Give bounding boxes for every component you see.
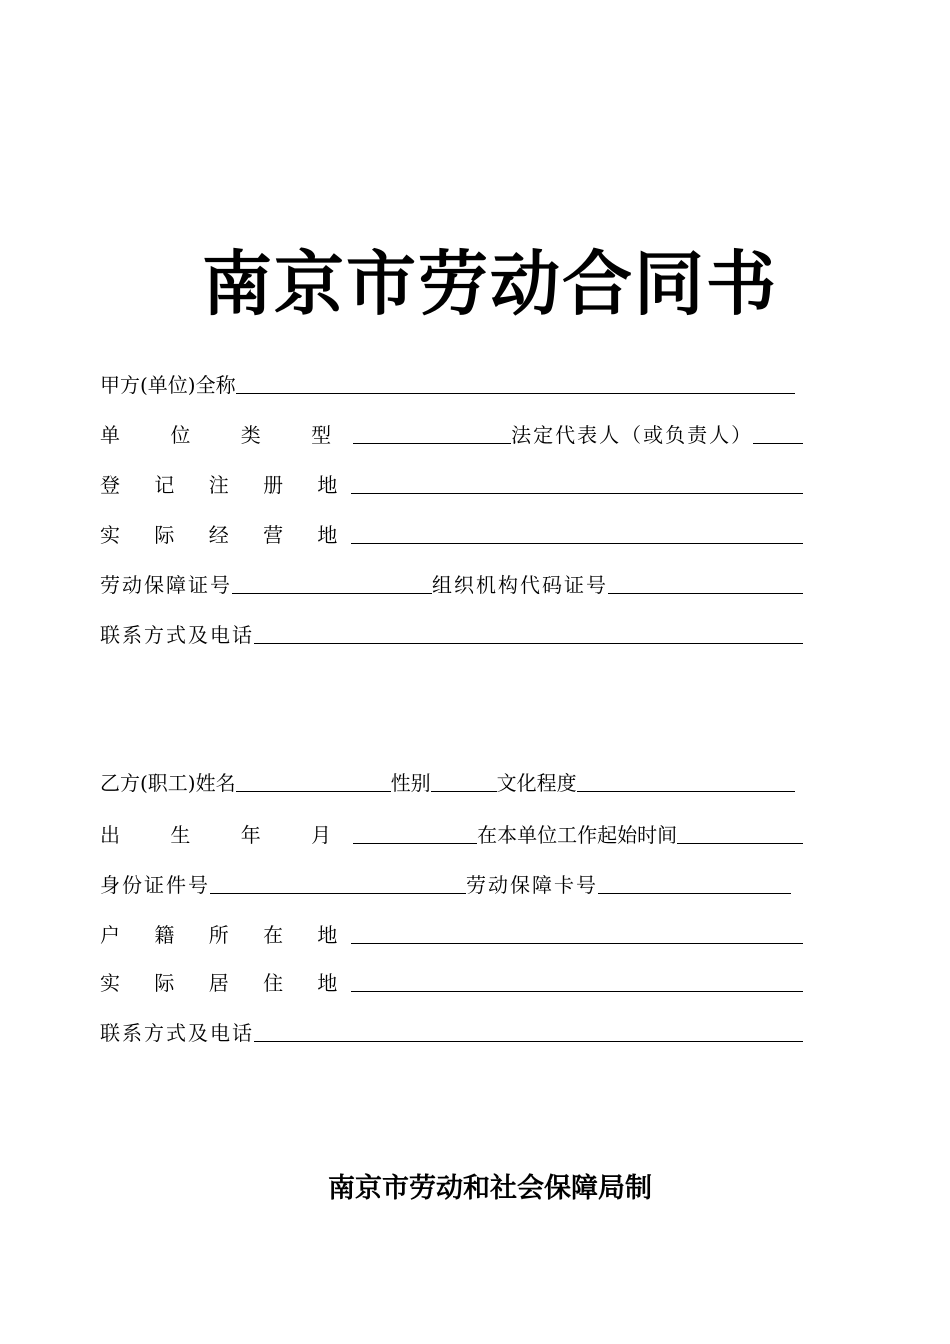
party-b-id-label: 身份证件号 [100, 873, 210, 897]
party-b-contact-row [100, 1020, 803, 1046]
party-b-birth-label: 出 生 年 月 [100, 823, 354, 847]
party-b-id-field[interactable] [210, 875, 466, 894]
party-a-type-row [100, 422, 803, 448]
party-a-labor-security-label: 劳动保障证号 [100, 573, 232, 597]
party-a-business-address-field[interactable] [351, 525, 803, 544]
party-b-labor-card-label: 劳动保障卡号 [466, 873, 598, 897]
party-a-contact-field[interactable] [254, 625, 803, 644]
party-a-business-address-label: 实 际 经 营 地 [100, 523, 352, 547]
party-b-labor-card-field[interactable] [598, 875, 791, 894]
party-a-org-code-field[interactable] [608, 575, 803, 594]
party-b-gender-field[interactable] [431, 773, 497, 792]
party-a-business-row [100, 522, 803, 548]
party-a-full-name-field[interactable] [236, 375, 795, 394]
party-a-full-name-label: 甲方(单位)全称 [100, 373, 236, 397]
party-b-id-row [100, 872, 791, 898]
party-b-education-field[interactable] [577, 773, 795, 792]
party-b-gender-label: 性别 [390, 771, 431, 795]
party-a-contact-label: 联系方式及电话 [100, 623, 254, 647]
party-b-residence-field[interactable] [351, 973, 803, 992]
party-a-labor-security-field[interactable] [232, 575, 432, 594]
party-a-full-name-row [100, 372, 795, 398]
party-b-birth-field[interactable] [353, 825, 477, 844]
party-b-name-field[interactable] [236, 773, 391, 792]
party-b-start-time-field[interactable] [677, 825, 803, 844]
party-b-household-label: 户 籍 所 在 地 [100, 923, 352, 947]
document-title: 南京市劳动合同书 [202, 243, 778, 325]
party-b-household-row [100, 922, 803, 948]
party-a-contact-row [100, 622, 803, 648]
party-b-contact-label: 联系方式及电话 [100, 1021, 254, 1045]
party-b-birth-row [100, 822, 803, 848]
party-a-unit-type-label: 单 位 类 型 [100, 423, 354, 447]
party-a-legal-rep-field[interactable] [753, 425, 803, 444]
party-a-unit-type-field[interactable] [353, 425, 511, 444]
party-b-contact-field[interactable] [254, 1023, 803, 1042]
party-b-household-field[interactable] [351, 925, 803, 944]
issuer-footer: 南京市劳动和社会保障局制 [328, 1173, 652, 1204]
party-a-legal-rep-label: 法定代表人（或负责人） [511, 423, 754, 447]
party-a-org-code-label: 组织机构代码证号 [432, 573, 608, 597]
party-b-education-label: 文化程度 [496, 771, 577, 795]
party-b-residence-row [100, 970, 803, 996]
party-b-name-row [100, 770, 795, 796]
party-b-name-label: 乙方(职工)姓名 [100, 771, 236, 795]
party-a-registered-address-field[interactable] [351, 475, 803, 494]
party-a-registered-address-label: 登 记 注 册 地 [100, 473, 352, 497]
party-a-codes-row [100, 572, 803, 598]
party-b-residence-label: 实 际 居 住 地 [100, 971, 352, 995]
party-a-registered-row [100, 472, 803, 498]
party-b-start-time-label: 在本单位工作起始时间 [477, 823, 678, 847]
